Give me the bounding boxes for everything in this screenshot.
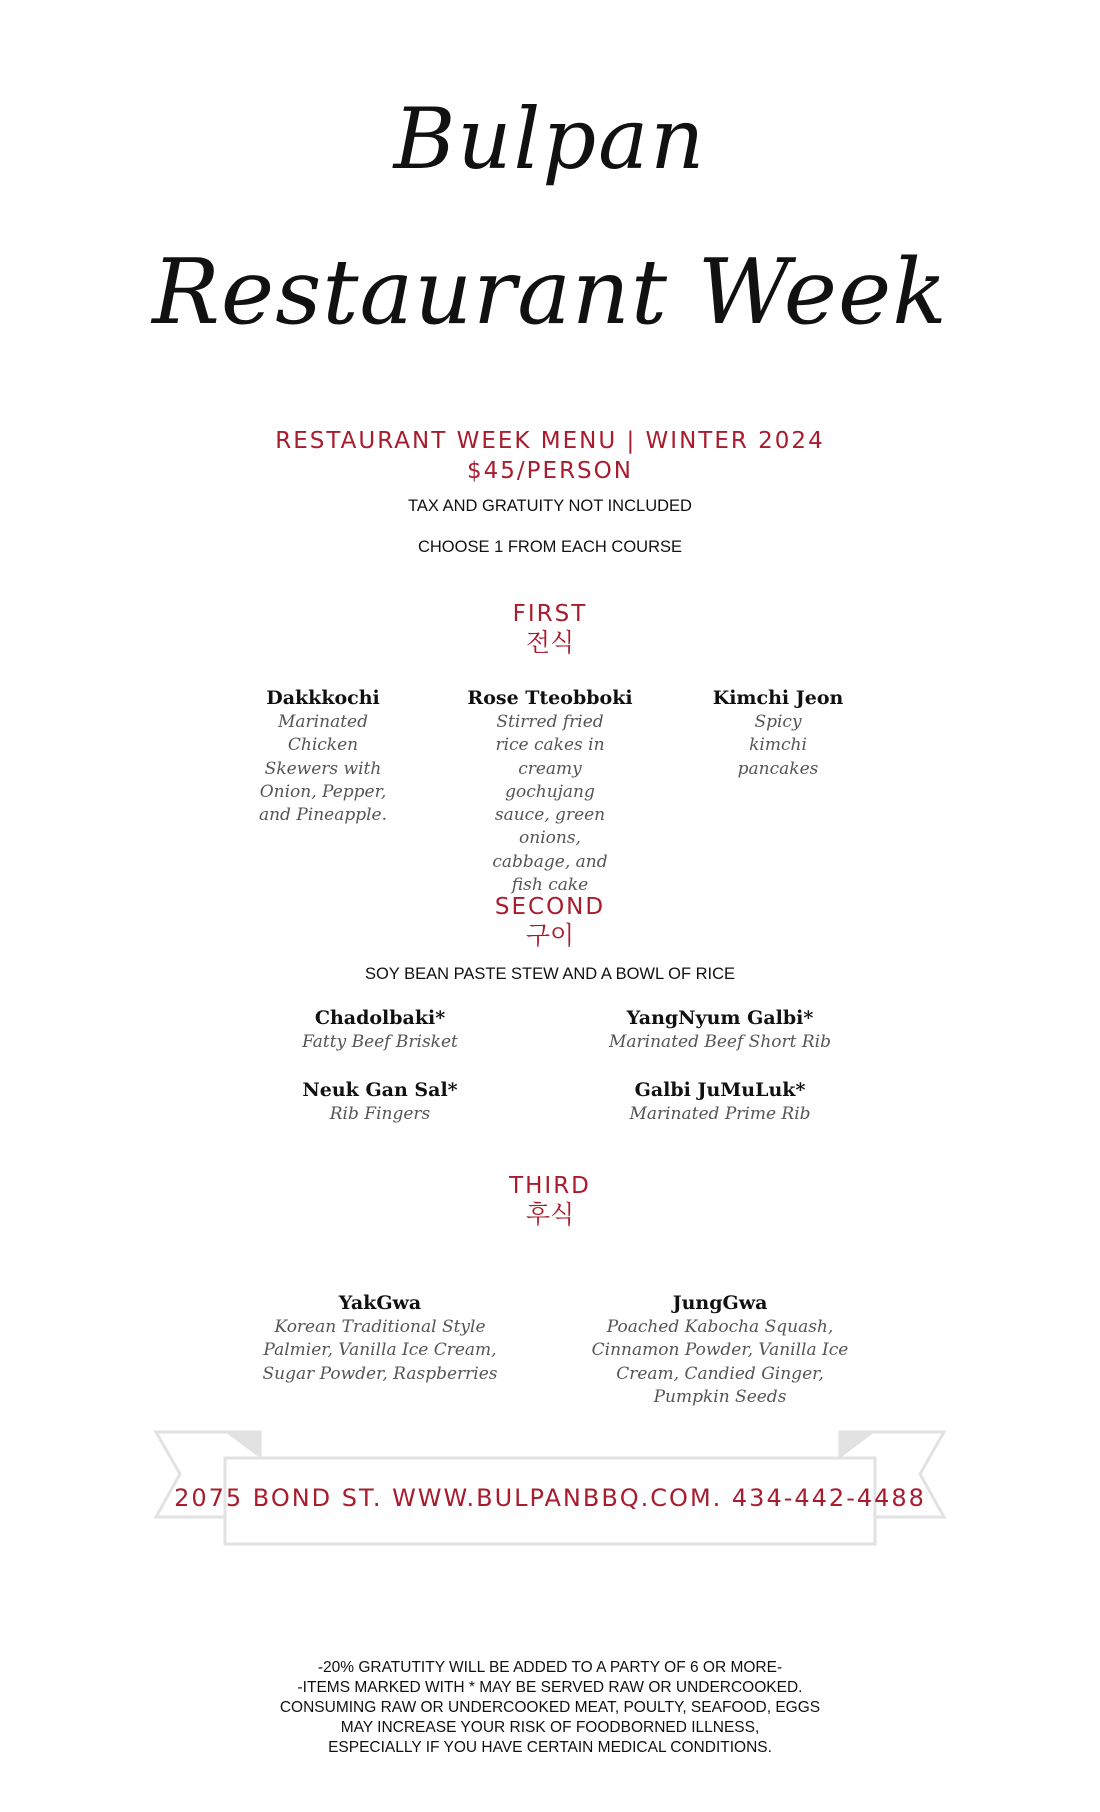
menu-header: RESTAURANT WEEK MENU | WINTER 2024 xyxy=(275,428,825,454)
course-first-korean: 전식 xyxy=(525,628,575,657)
item-name: YakGwa xyxy=(338,1292,422,1314)
item-name: Galbi JuMuLuk* xyxy=(634,1079,806,1101)
tax-note: TAX AND GRATUITY NOT INCLUDED xyxy=(408,497,692,515)
item-name: JungGwa xyxy=(672,1292,768,1314)
footer-line: -ITEMS MARKED WITH * MAY BE SERVED RAW OR UNDERCOOKED. xyxy=(297,1679,803,1696)
event-title: Restaurant Week xyxy=(152,240,948,345)
item-description: Spicy kimchi pancakes xyxy=(737,712,819,779)
item-description: Marinated Prime Rib xyxy=(629,1104,811,1124)
item-description: Marinated Beef Short Rib xyxy=(609,1032,831,1052)
footer-line: -20% GRATUTITY WILL BE ADDED TO A PARTY OF 6 OR MORE- xyxy=(317,1659,783,1676)
course-second-note: SOY BEAN PASTE STEW AND A BOWL OF RICE xyxy=(364,965,736,983)
price: $45/PERSON xyxy=(467,458,633,484)
item-description: Korean Traditional Style Palmier, Vanilla Ice Cream, Sugar Powder, Raspberries xyxy=(262,1317,498,1384)
restaurant-name: Bulpan xyxy=(393,90,707,188)
item-description: Poached Kabocha Squash, Cinnamon Powder, Vanilla Ice Cream, Candied Ginger, Pumpkin Seeds xyxy=(591,1317,849,1407)
course-third-title: THIRD xyxy=(509,1173,591,1199)
item-name: Chadolbaki* xyxy=(314,1007,446,1029)
item-description: Fatty Beef Brisket xyxy=(302,1032,458,1052)
contact-info: 2075 BOND ST. WWW.BULPANBBQ.COM. 434-442-4488 xyxy=(174,1484,926,1512)
course-first-title: FIRST xyxy=(512,601,588,627)
footer-notes xyxy=(0,1658,1100,1758)
item-name: Rose Tteobboki xyxy=(467,687,633,709)
choose-note: CHOOSE 1 FROM EACH COURSE xyxy=(417,538,683,556)
course-second-korean: 구이 xyxy=(525,921,575,950)
item-description: Stirred fried rice cakes in creamy gochujang sauce, green onions, cabbage, and fish cake xyxy=(492,712,608,896)
item-name: YangNyum Galbi* xyxy=(626,1007,814,1029)
footer-line: CONSUMING RAW OR UNDERCOOKED MEAT, POULTY, SEAFOOD, EGGS xyxy=(279,1699,821,1716)
item-name: Dakkkochi xyxy=(266,687,380,709)
course-third-korean: 후식 xyxy=(525,1200,575,1229)
course-second-title: SECOND xyxy=(494,894,606,920)
item-name: Kimchi Jeon xyxy=(712,687,844,709)
footer-line: MAY INCREASE YOUR RISK OF FOODBORNED ILLNESS, xyxy=(340,1719,760,1736)
item-name: Neuk Gan Sal* xyxy=(302,1079,458,1101)
item-description: Rib Fingers xyxy=(329,1104,431,1124)
item-description: Marinated Chicken Skewers with Onion, Pepper, and Pineapple. xyxy=(258,712,388,826)
footer-line: ESPECIALLY IF YOU HAVE CERTAIN MEDICAL CONDITIONS. xyxy=(328,1739,772,1756)
